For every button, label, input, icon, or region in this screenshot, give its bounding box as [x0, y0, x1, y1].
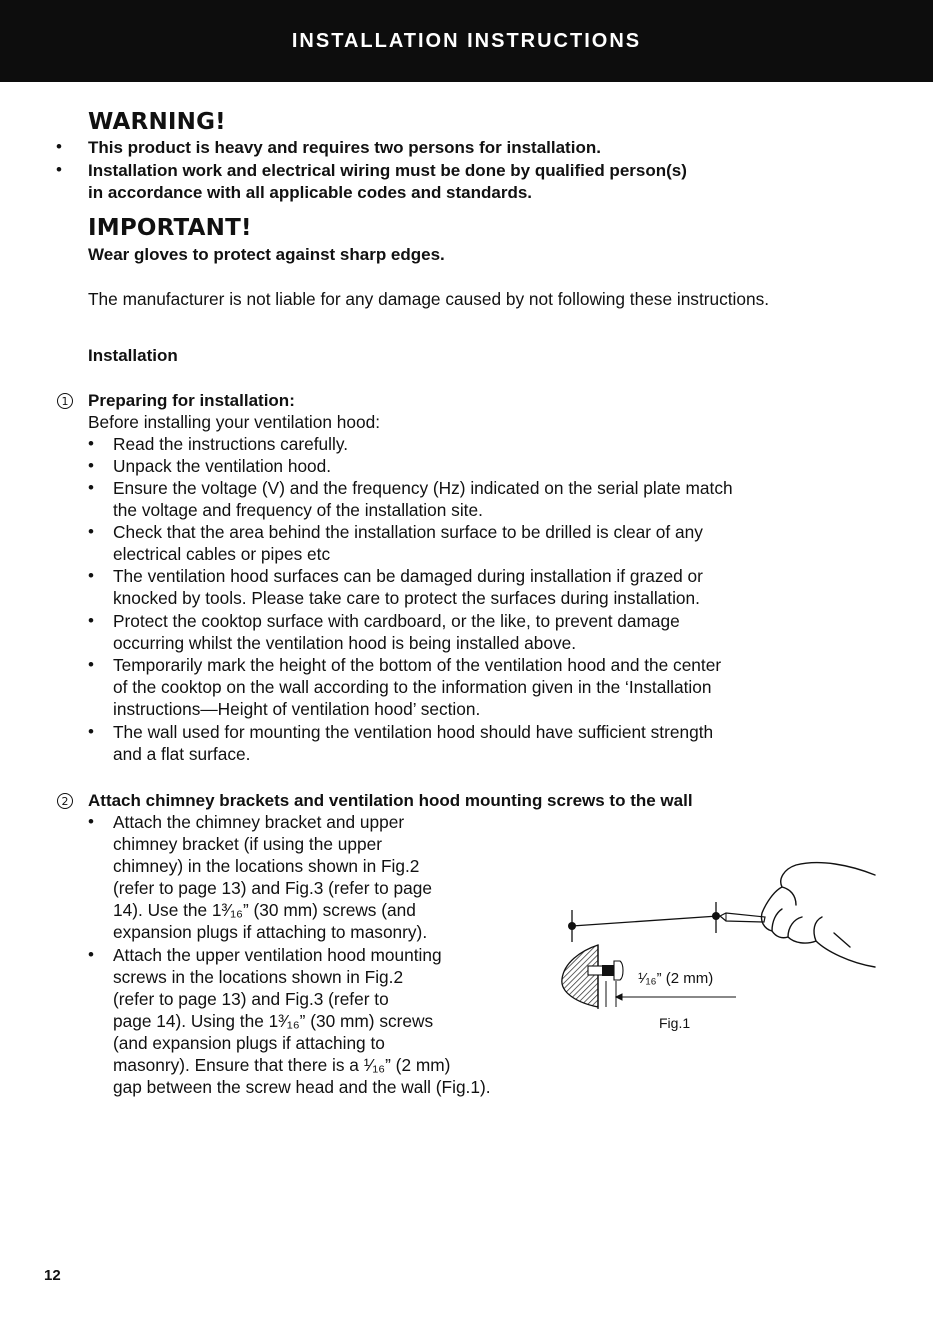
list-item-continued: occurring whilst the ventilation hood is being installed above.: [113, 633, 577, 653]
warning-title: WARNING!: [88, 109, 226, 135]
list-item-continued: (and expansion plugs if attaching to: [113, 1033, 385, 1053]
bullet-dot: •: [56, 160, 62, 179]
list-item-continued: and a flat surface.: [113, 744, 251, 764]
list-item: Ensure the voltage (V) and the frequency (Hz) indicated on the serial plate match: [113, 478, 733, 498]
pencil-icon: [720, 913, 765, 922]
installation-heading: Installation: [88, 346, 178, 365]
list-item: Attach the upper ventilation hood mounting: [113, 945, 442, 965]
warning-bullet: Installation work and electrical wiring must be done by qualified person(s): [88, 161, 687, 180]
list-item: Unpack the ventilation hood.: [113, 456, 332, 476]
list-item-continued: chimney bracket (if using the upper: [113, 834, 382, 854]
page-number: 12: [44, 1267, 61, 1284]
step-number-badge: 2: [57, 793, 73, 809]
list-item-continued: (refer to page 13) and Fig.3 (refer to page: [113, 878, 432, 898]
hand-icon: [761, 863, 875, 967]
page-header: [0, 0, 933, 82]
step-number-badge: 1: [57, 393, 73, 409]
bullet-dot: •: [88, 812, 94, 831]
important-text: Wear gloves to protect against sharp edges.: [88, 245, 445, 264]
list-item-continued: masonry). Ensure that there is a ¹⁄₁₆” (2 mm): [113, 1055, 451, 1075]
bullet-dot: •: [88, 566, 94, 585]
figure-1-illustration: [550, 855, 880, 1020]
list-item-continued: screws in the locations shown in Fig.2: [113, 967, 404, 987]
list-item-continued: of the cooktop on the wall according to the information given in the ‘Installation: [113, 677, 712, 697]
bullet-dot: •: [88, 434, 94, 453]
warning-bullet: This product is heavy and requires two persons for installation.: [88, 138, 601, 157]
figure-caption: Fig.1: [659, 1015, 691, 1031]
list-item: Protect the cooktop surface with cardboard, or the like, to prevent damage: [113, 611, 680, 631]
page-header-title: INSTALLATION INSTRUCTIONS: [291, 29, 642, 52]
bullet-dot: •: [56, 137, 62, 156]
bullet-dot: •: [88, 478, 94, 497]
list-item-continued: instructions—Height of ventilation hood’ section.: [113, 699, 481, 719]
list-item: Check that the area behind the installation surface to be drilled is clear of any: [113, 522, 703, 542]
step2-title: Attach chimney brackets and ventilation hood mounting screws to the wall: [88, 791, 693, 810]
list-item-continued: knocked by tools. Please take care to protect the surfaces during installation.: [113, 588, 700, 608]
step1-intro: Before installing your ventilation hood:: [88, 412, 381, 432]
list-item: Temporarily mark the height of the bottom of the ventilation hood and the center: [113, 655, 722, 675]
bullet-dot: •: [88, 945, 94, 964]
list-item: Read the instructions carefully.: [113, 434, 349, 454]
list-item-continued: the voltage and frequency of the installation site.: [113, 500, 483, 520]
list-item-continued: chimney) in the locations shown in Fig.2: [113, 856, 420, 876]
list-item-continued: (refer to page 13) and Fig.3 (refer to: [113, 989, 389, 1009]
list-item: Attach the chimney bracket and upper: [113, 812, 405, 832]
bullet-dot: •: [88, 722, 94, 741]
bullet-dot: •: [88, 522, 94, 541]
list-item-continued: page 14). Using the 1³⁄₁₆” (30 mm) screws: [113, 1011, 434, 1031]
figure-dimension-label: ¹⁄₁₆” (2 mm): [638, 970, 714, 987]
bullet-dot: •: [88, 611, 94, 630]
warning-bullet-continued: in accordance with all applicable codes and standards.: [88, 183, 533, 202]
list-item: The ventilation hood surfaces can be damaged during installation if grazed or: [113, 566, 703, 586]
step1-title: Preparing for installation:: [88, 391, 295, 410]
important-title: IMPORTANT!: [88, 215, 252, 241]
wall-section: [562, 945, 598, 1009]
list-item-continued: expansion plugs if attaching to masonry).: [113, 922, 428, 942]
disclaimer: The manufacturer is not liable for any damage caused by not following these instructions.: [88, 289, 770, 309]
list-item-continued: electrical cables or pipes etc: [113, 544, 331, 564]
measurement-line: [568, 902, 720, 942]
list-item-continued: 14). Use the 1³⁄₁₆” (30 mm) screws (and: [113, 900, 416, 920]
list-item: The wall used for mounting the ventilation hood should have sufficient strength: [113, 722, 714, 742]
bullet-dot: •: [88, 655, 94, 674]
list-item-continued: gap between the screw head and the wall (Fig.1).: [113, 1077, 491, 1097]
bullet-dot: •: [88, 456, 94, 475]
